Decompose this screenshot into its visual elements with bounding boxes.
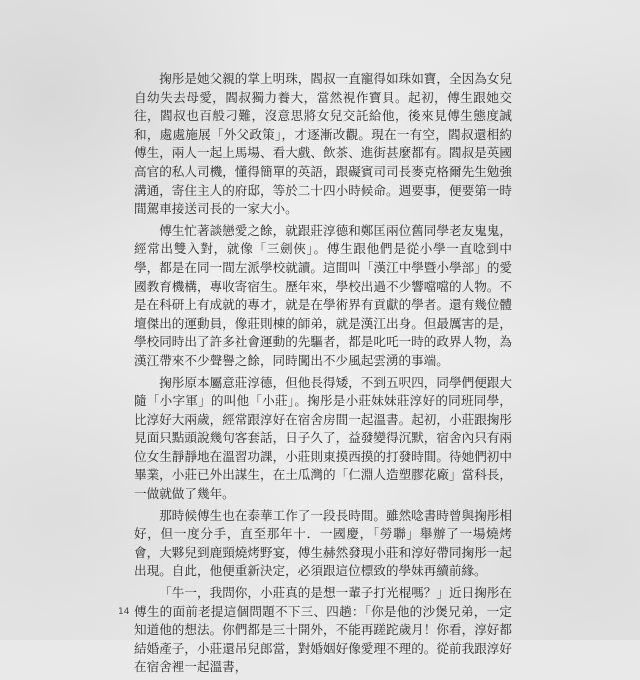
paragraph: 那時候傅生也在泰華工作了一段長時間。雖然唸書時曾與掬彤相好，但一度分手，直至那年十．一國慶，「勞聯」舉辦了一場燒烤會，大夥兒到鹿頸燒烤野宴，傅生赫然發現小莊和淳好帶同掬彤一起出現。自此，他便重新決定，必須跟這位標致的學妹再續前緣。 <box>134 507 512 579</box>
body-text <box>134 70 512 680</box>
paragraph: 掬彤是她父親的掌上明珠，閻叔一直寵得如珠如寶，全因為女兒自幼失去母愛，閻叔獨力養大，當然視作寶貝。起初，傅生跟她交往，閻叔也百般刁難，沒意思將女兒交託給他，後來見傅生態度誠和，處處施展「外父政策」，才逐漸改觀。現在一有空，閻叔還相約傅生，兩人一起上馬場、看大戲、飲茶、進街甚麼都有。閻叔是英國高官的私人司機，懂得簡單的英語，跟礙賓司司長麥克格爾先生勉強溝通，寄住主人的府邸，等於二十四小時候命。週要事，便要第一時間駕車接送司長的一家大小。 <box>134 71 512 217</box>
page-number: 14 <box>118 607 130 617</box>
paragraph: 「牛一，我問你，小莊真的是想一輩子打光棍嗎？」近日掬彤在傅生的面前老提這個問題不下三、四趟：「你是他的沙煲兄弟，一定知道他的想法。你們都是三十開外，不能再蹉跎歲月！你看，淳好都結婚產子，小莊還吊兒郎當，對婚姻好像愛理不理的。從前我跟淳好在宿舍裡一起溫書， <box>134 585 512 675</box>
paragraph: 傅生忙著談戀愛之餘，就跟莊淳德和鄭匡兩位舊同學老友鬼鬼，經常出雙入對，就像「三劍俠」。傅生跟他們是從小學一直唸到中學，都是在同一間左派學校就讀。這間叫「漢江中學暨小學部」的愛國教育機構，專收寄宿生。歷年來，學校出過不少響噹噹的人物。不是在科研上有成就的專才，就是在學術界有貢獻的學者。還有幾位體壇傑出的運動員，像莊則棟的師弟，就是漢江出身。但最厲害的是，學校同時出了許多社會運動的先驅者，都是叱吒一時的政界人物，為漢江帶來不少聲譽之餘，同時闖出不少風起雲湧的事端。 <box>134 222 512 368</box>
paragraph: 掬彤原本屬意莊淳德，但他長得矮，不到五呎四，同學們便跟大隨「小字軍」的叫他「小莊」。掬彤是小莊妹妹莊淳好的同班同學，比淳好大兩歲，經常跟淳好在宿舍房間一起溫書。起初，小莊跟掬彤見面只點頭說幾句客套話，日子久了，益發變得沉默，宿舍內只有兩位女生靜靜地在溫習功課，小莊則東摸西摸的打發時間。待她們初中畢業，小莊已外出謀生，在土瓜灣的「仁淵人造塑膠花廠」當科長，一做就做了幾年。 <box>134 374 512 502</box>
